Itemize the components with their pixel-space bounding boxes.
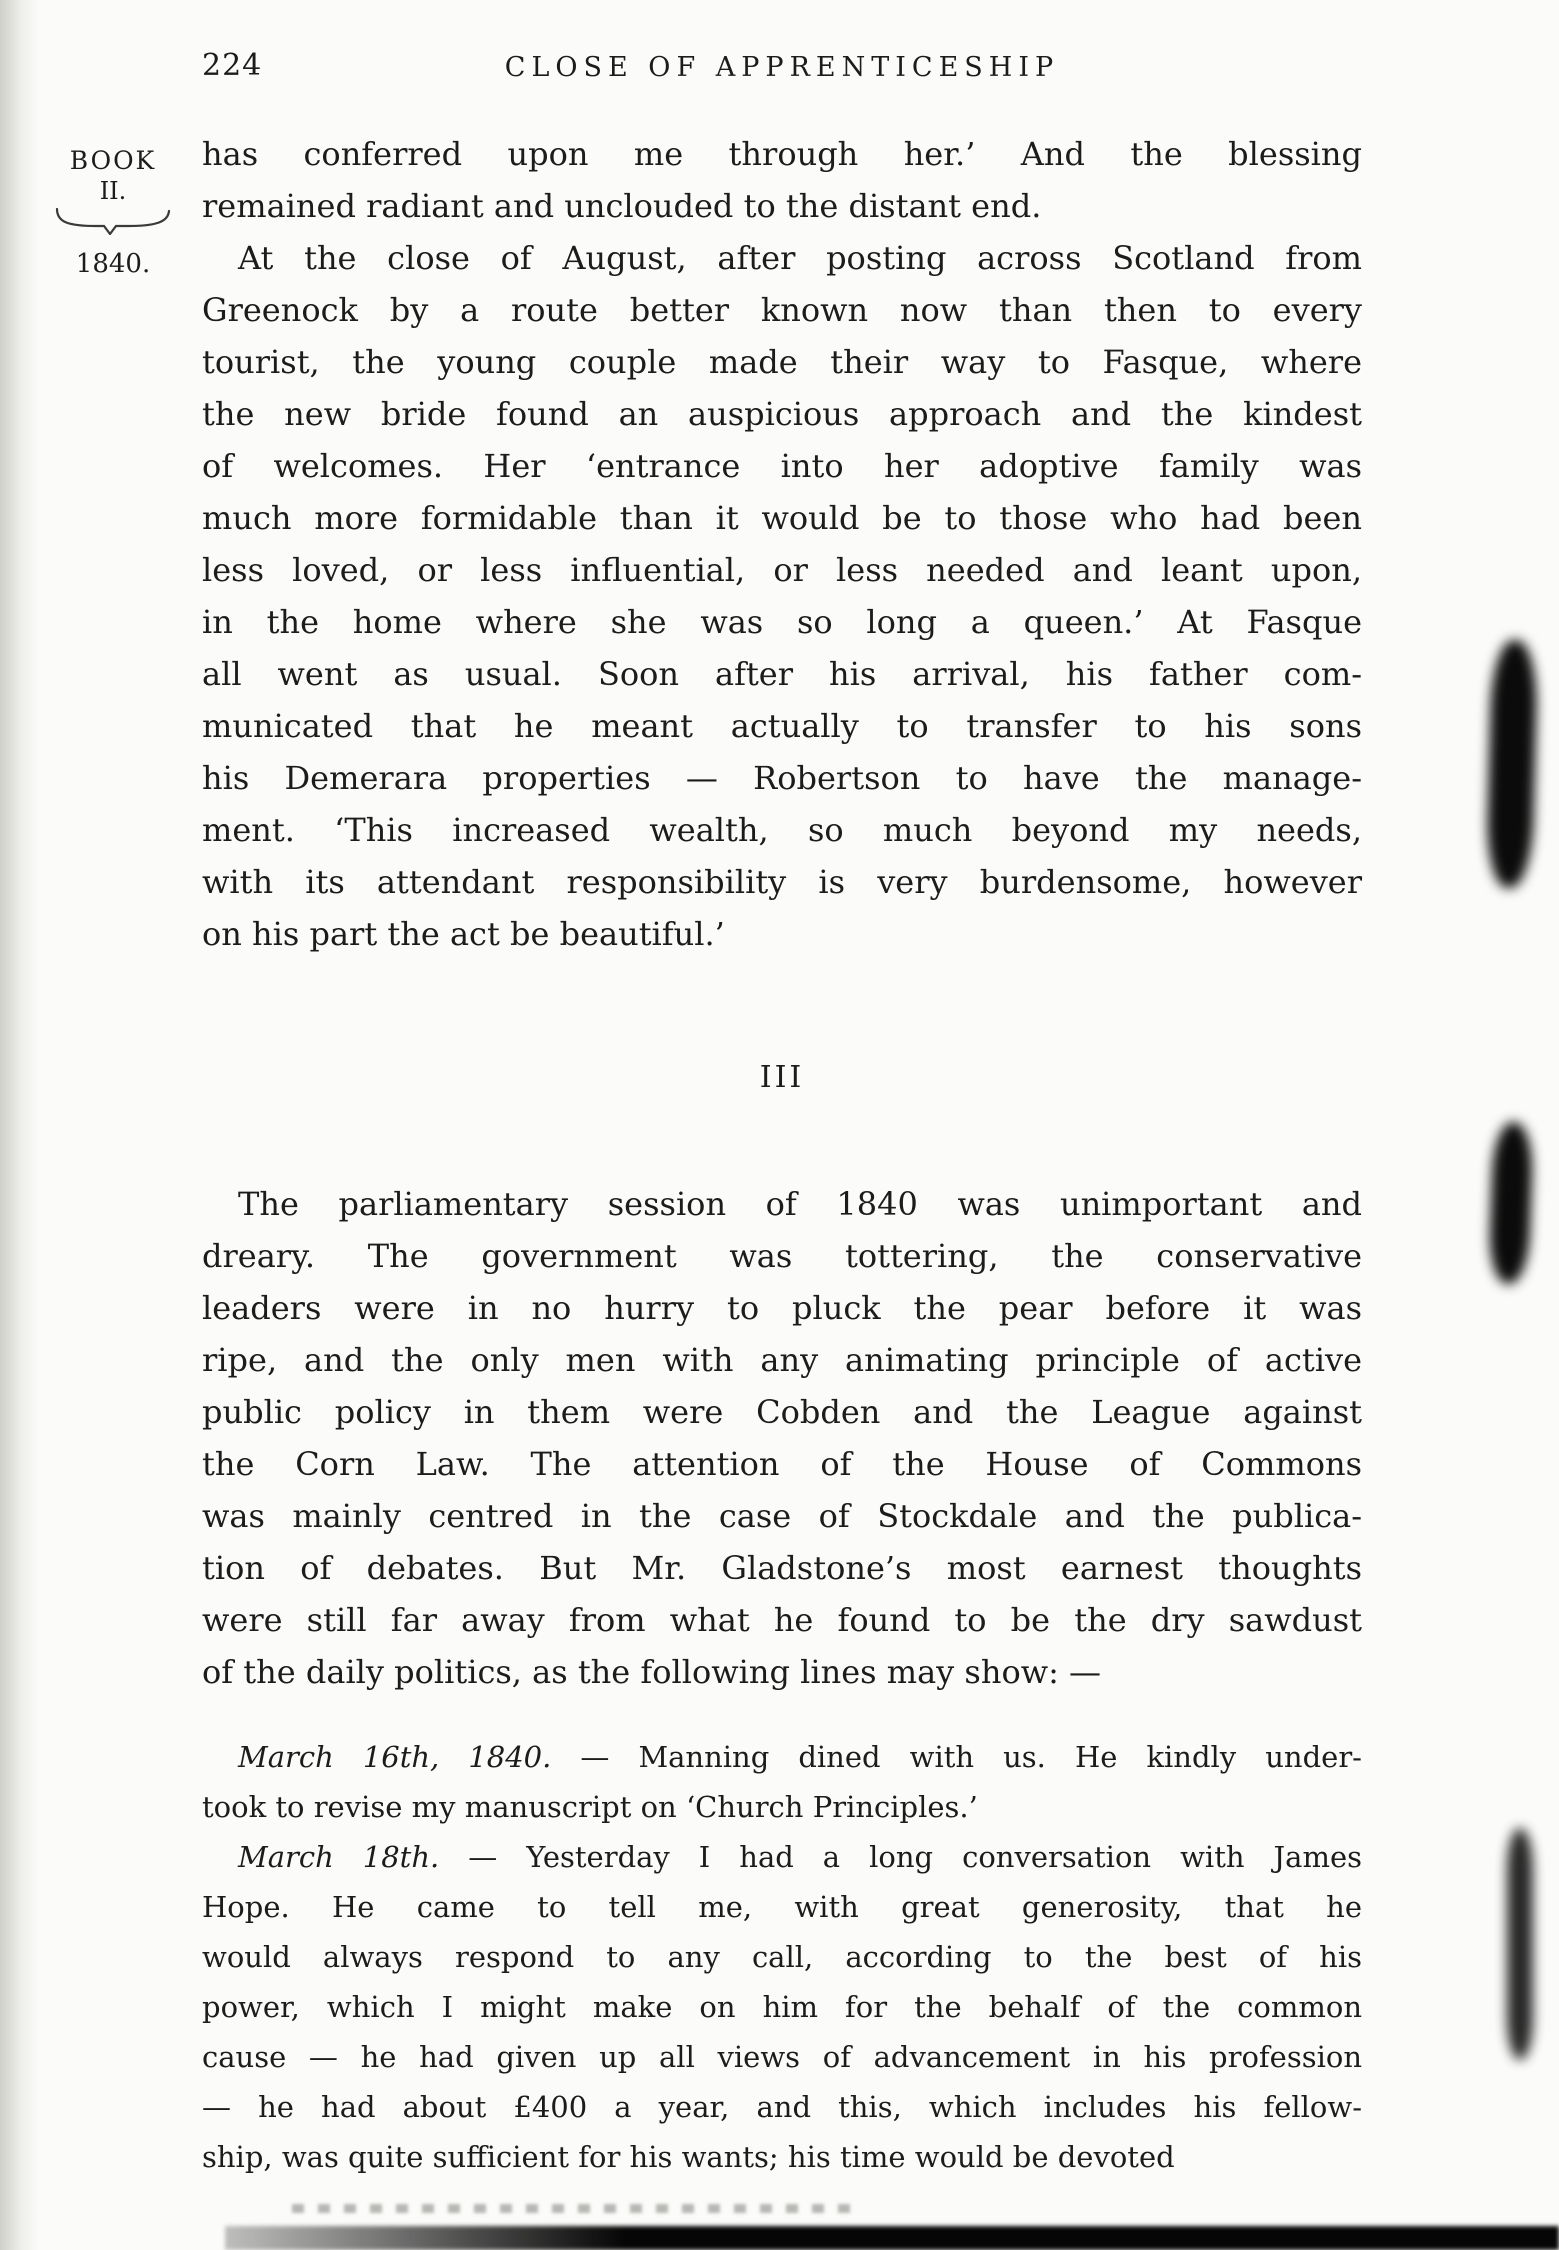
paragraph-continuation: [202, 128, 1362, 232]
text-line: has conferred upon me through her.’ And the blessing: [202, 135, 1362, 173]
text-line: tion of debates. But Mr. Gladstone’s most earnest thoughts: [202, 1549, 1362, 1587]
text-line: tourist, the young couple made their way to Fasque, where: [202, 343, 1362, 381]
running-header-title: CLOSE OF APPRENTICESHIP: [504, 52, 1060, 83]
text-line: At the close of August, after posting across Scotland from: [238, 239, 1362, 277]
text-line: leaders were in no hurry to pluck the pear before it was: [202, 1289, 1362, 1327]
text-line: municated that he meant actually to transfer to his sons: [202, 707, 1362, 745]
text-line: remained radiant and unclouded to the distant end.: [202, 187, 1042, 225]
text-line: power, which I might make on him for the behalf of the common: [202, 1990, 1362, 2024]
text-line: took to revise my manuscript on ‘Church Principles.’: [202, 1790, 978, 1824]
text-line: ment. ‘This increased wealth, so much beyond my needs,: [202, 811, 1362, 849]
text-line: his Demerara properties — Robertson to have the manage-: [202, 759, 1362, 797]
margin-book-label: BOOK: [69, 146, 157, 175]
text-line: dreary. The government was tottering, the conservative: [202, 1237, 1362, 1275]
diary-entry-march-18: [202, 1832, 1362, 2182]
text-line: the Corn Law. The attention of the House of Commons: [202, 1445, 1362, 1483]
text-line: — he had about £400 a year, and this, which includes his fellow-: [202, 2090, 1362, 2124]
margin-notes: [48, 146, 178, 279]
text-line: cause — he had given up all views of advancement in his profession: [202, 2040, 1362, 2074]
text-line: public policy in them were Cobden and the League against: [202, 1393, 1362, 1431]
scan-noise-speckles: [292, 2204, 862, 2213]
scan-ink-smudge: [1486, 639, 1538, 888]
text-line: The parliamentary session of 1840 was unimportant and: [238, 1185, 1362, 1223]
scan-edge-shadow: [0, 0, 40, 2250]
text-line: Greenock by a route better known now than then to every: [202, 291, 1362, 329]
text-line: on his part the act be beautiful.’: [202, 915, 725, 953]
margin-book-numeral: II.: [99, 177, 127, 205]
scan-bottom-bar: [225, 2226, 1559, 2250]
paragraph-session-1840: [202, 1178, 1362, 1698]
text-line: March 18th. — Yesterday I had a long conversation with James: [238, 1840, 1362, 1874]
scan-ink-smudge: [1507, 1828, 1533, 2060]
text-line: would always respond to any call, according to the best of his: [202, 1940, 1362, 1974]
text-line: with its attendant responsibility is very burdensome, however: [202, 863, 1362, 901]
page-text: [202, 128, 1362, 2182]
text-line: the new bride found an auspicious approach and the kindest: [202, 395, 1362, 433]
running-head: [202, 48, 1362, 90]
text-line: much more formidable than it would be to those who had been: [202, 499, 1362, 537]
text-line: March 16th, 1840. — Manning dined with us. He kindly under-: [238, 1740, 1362, 1774]
text-line: less loved, or less influential, or less needed and leant upon,: [202, 551, 1362, 589]
text-line: in the home where she was so long a queen.’ At Fasque: [202, 603, 1362, 641]
text-line: of welcomes. Her ‘entrance into her adoptive family was: [202, 447, 1362, 485]
diary-entry-march-16: [202, 1732, 1362, 1832]
margin-year: 1840.: [75, 249, 151, 279]
page-number: 224: [202, 48, 263, 83]
scan-ink-smudge: [1488, 1121, 1534, 1284]
text-line: was mainly centred in the case of Stockdale and the publica-: [202, 1497, 1362, 1535]
margin-underbrace-icon: [52, 207, 174, 235]
text-line: Hope. He came to tell me, with great generosity, that he: [202, 1890, 1362, 1924]
text-line: of the daily politics, as the following lines may show: —: [202, 1653, 1102, 1691]
section-heading: III: [759, 1060, 805, 1095]
text-line: ripe, and the only men with any animating principle of active: [202, 1341, 1362, 1379]
paragraph-fasque: [202, 232, 1362, 960]
text-line: all went as usual. Soon after his arrival, his father com-: [202, 655, 1362, 693]
text-line: were still far away from what he found to be the dry sawdust: [202, 1601, 1362, 1639]
text-line: ship, was quite sufficient for his wants; his time would be devoted: [202, 2140, 1175, 2174]
